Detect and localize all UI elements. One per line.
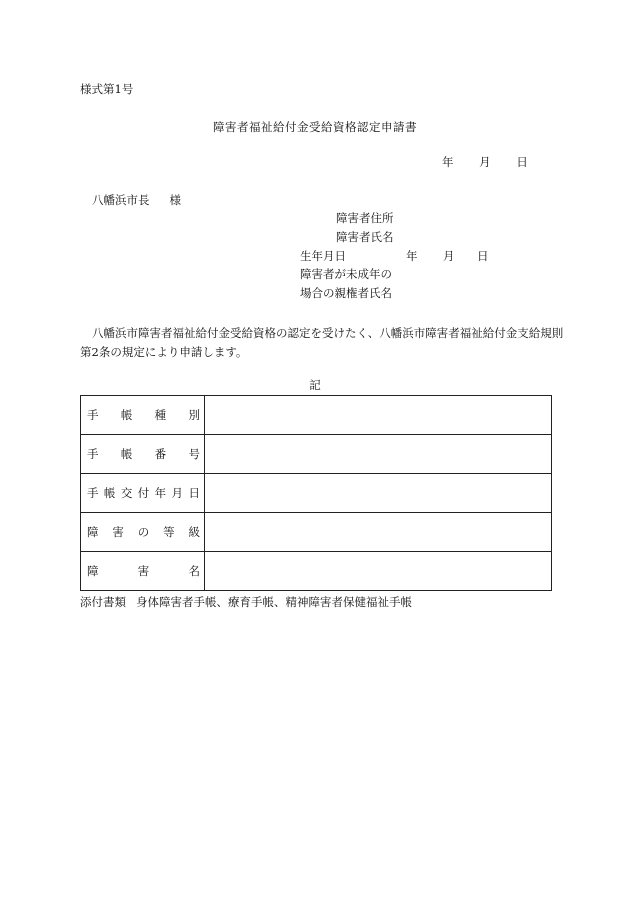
guardian-label-line2: 場合の親権者氏名 bbox=[300, 286, 392, 300]
addressee-name: 八幡浜市長 bbox=[92, 193, 150, 207]
row-label-char: 付 bbox=[137, 486, 150, 500]
row-label-char: 別 bbox=[188, 408, 200, 422]
row-label-char: 年 bbox=[154, 486, 167, 500]
birthdate-label: 生年月日 bbox=[300, 249, 346, 263]
addressee bbox=[92, 195, 181, 207]
table-row bbox=[81, 396, 552, 435]
attachments-line bbox=[80, 597, 412, 609]
row-value-field[interactable] bbox=[205, 474, 552, 513]
row-value-field[interactable] bbox=[205, 513, 552, 552]
row-label bbox=[81, 513, 205, 552]
row-value-field[interactable] bbox=[205, 552, 552, 591]
row-label-char: 月 bbox=[171, 486, 184, 500]
birthdate-day: 日 bbox=[477, 249, 489, 263]
row-label-char: 害 bbox=[137, 564, 150, 578]
birthdate-month: 月 bbox=[443, 249, 455, 263]
row-label-char: 種 bbox=[154, 408, 167, 422]
addressee-honorific: 様 bbox=[169, 193, 181, 207]
table-row bbox=[81, 435, 552, 474]
guardian-label-line1: 障害者が未成年の bbox=[300, 267, 392, 281]
application-date bbox=[442, 157, 528, 169]
applicant-address-label: 障害者住所 bbox=[336, 211, 394, 225]
row-label-char: 障 bbox=[87, 564, 99, 578]
date-year: 年 bbox=[442, 155, 454, 169]
row-label-char: 帳 bbox=[120, 447, 133, 461]
row-label-char: 交 bbox=[120, 486, 133, 500]
table-row bbox=[81, 552, 552, 591]
table-row bbox=[81, 513, 552, 552]
row-label-char: の bbox=[137, 525, 150, 539]
attachments-value: 身体障害者手帳、療育手帳、精神障害者保健福祉手帳 bbox=[136, 595, 412, 609]
row-label bbox=[81, 435, 205, 474]
table-row bbox=[81, 474, 552, 513]
row-label-char: 手 bbox=[87, 408, 99, 422]
row-label-char: 障 bbox=[87, 525, 99, 539]
applicant-name-label: 障害者氏名 bbox=[336, 230, 394, 244]
date-day: 日 bbox=[516, 155, 528, 169]
row-label-char: 名 bbox=[188, 564, 200, 578]
details-table bbox=[80, 395, 552, 591]
row-label-char: 等 bbox=[163, 525, 175, 539]
application-statement: 八幡浜市障害者福祉給付金受給資格の認定を受けたく、八幡浜市障害者福祉給付金支給規則第2条の規定により申請します。 bbox=[80, 326, 564, 359]
birthdate-year: 年 bbox=[406, 249, 418, 263]
row-label bbox=[81, 474, 205, 513]
row-label-char: 級 bbox=[188, 525, 200, 539]
row-label-char: 手 bbox=[87, 486, 99, 500]
row-label-char: 日 bbox=[188, 486, 200, 500]
row-value-field[interactable] bbox=[205, 396, 552, 435]
row-label-char: 帳 bbox=[103, 486, 116, 500]
attachments-label: 添付書類 bbox=[80, 595, 126, 609]
row-label bbox=[81, 552, 205, 591]
row-value-field[interactable] bbox=[205, 435, 552, 474]
row-label-char: 害 bbox=[112, 525, 124, 539]
row-label-char: 号 bbox=[188, 447, 200, 461]
row-label-char: 手 bbox=[87, 447, 99, 461]
ki-heading: 記 bbox=[309, 378, 321, 392]
row-label-char: 番 bbox=[154, 447, 167, 461]
document-title: 障害者福祉給付金受給資格認定申請書 bbox=[213, 120, 417, 134]
row-label-char: 帳 bbox=[120, 408, 133, 422]
form-number: 様式第1号 bbox=[80, 82, 134, 96]
row-label bbox=[81, 396, 205, 435]
date-month: 月 bbox=[479, 155, 491, 169]
